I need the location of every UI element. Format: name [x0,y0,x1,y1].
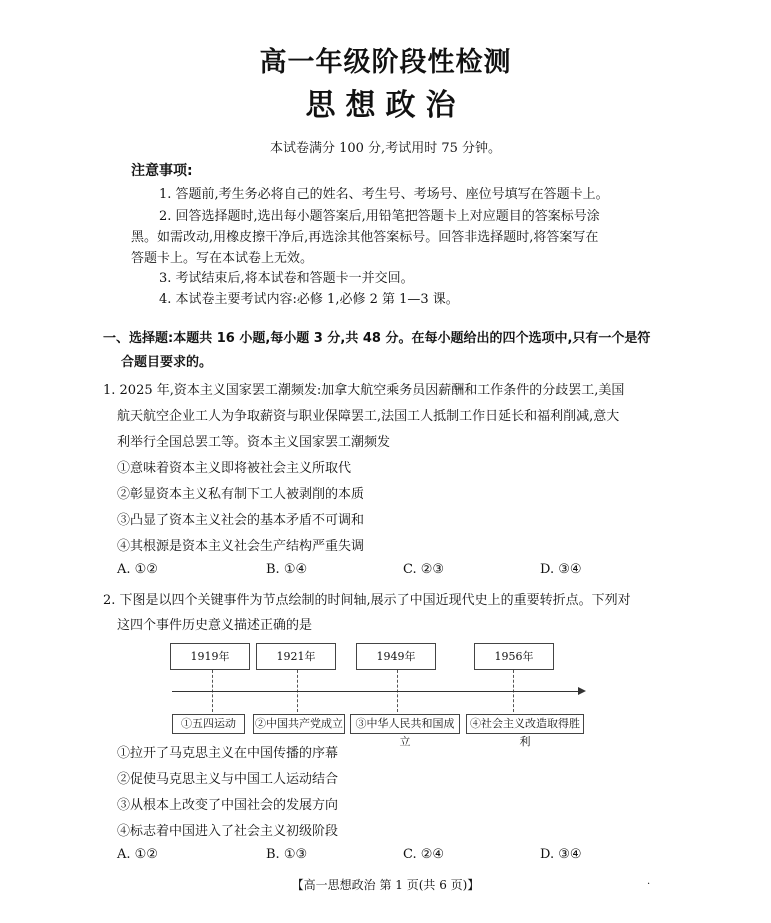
notes-heading: 注意事项: [131,163,193,179]
timeline-event: ②中国共产党成立 [253,714,345,734]
note-line: 答题卡上。写在本试卷上无效。 [131,251,314,266]
note-line: 2. 回答选择题时,选出每小题答案后,用铅笔把答题卡上对应题目的答案标号涂 [159,209,600,224]
timeline-year: 1956年 [474,643,554,670]
q2-choice-d: D. ③④ [540,847,582,862]
q2-choice-b: B. ①③ [266,847,308,862]
section-heading: 一、选择题:本题共 16 小题,每小题 3 分,共 48 分。在每小题给出的四个选项中,只有一个是符 [103,331,651,346]
q2-stem-line: 2. 下图是以四个关键事件为节点绘制的时间轴,展示了中国近现代史上的重要转折点。下列对 [103,593,631,608]
q1-item: ①意味着资本主义即将被社会主义所取代 [117,461,352,476]
timeline-year: 1949年 [356,643,436,670]
q1-choice-c: C. ②③ [403,562,445,577]
exam-info: 本试卷满分 100 分,考试用时 75 分钟。 [269,141,502,156]
note-line: 3. 考试结束后,将本试卷和答题卡一并交回。 [159,271,414,286]
timeline-event: ④社会主义改造取得胜利 [466,714,584,734]
q2-item: ④标志着中国进入了社会主义初级阶段 [117,824,339,839]
note-line: 黑。如需改动,用橡皮擦干净后,再选涂其他答案标号。回答非选择题时,将答案写在 [131,230,599,245]
timeline-year: 1921年 [256,643,336,670]
timeline-arrow-icon [578,687,586,695]
note-line: 1. 答题前,考生务必将自己的姓名、考生号、考场号、座位号填写在答题卡上。 [159,187,609,202]
q1-choice-a: A. ①② [117,562,158,577]
q2-choice-a: A. ①② [117,847,158,862]
q2-stem-line: 这四个事件历史意义描述正确的是 [117,618,313,633]
q1-choice-b: B. ①④ [266,562,308,577]
q1-stem-line: 航天航空企业工人为争取薪资与职业保障罢工,法国工人抵制工作日延长和福利削减,意大 [117,409,620,424]
q2-item: ①拉开了马克思主义在中国传播的序幕 [117,746,339,761]
q1-stem-line: 1. 2025 年,资本主义国家罢工潮频发:加拿大航空乘务员因薪酬和工作条件的分歧罢工,美国 [103,383,625,398]
q2-choice-c: C. ②④ [403,847,445,862]
q1-stem-line: 利举行全国总罢工等。资本主义国家罢工潮频发 [117,435,391,450]
q1-item: ②彰显资本主义私有制下工人被剥削的本质 [117,487,365,502]
q1-item: ③凸显了资本主义社会的基本矛盾不可调和 [117,513,365,528]
section-heading-cont: 合题目要求的。 [121,355,213,370]
page-footer: 【高一思想政治 第 1 页(共 6 页)】 [291,878,480,892]
q2-item: ③从根本上改变了中国社会的发展方向 [117,798,339,813]
corner-mark: . [647,876,651,887]
timeline-axis [172,691,580,692]
subject-title: 思想政治 [305,88,466,123]
timeline-year: 1919年 [170,643,250,670]
q1-choice-d: D. ③④ [540,562,582,577]
exam-title: 高一年级阶段性检测 [259,47,512,78]
q1-item: ④其根源是资本主义社会生产结构严重失调 [117,539,365,554]
timeline-event: ①五四运动 [172,714,245,734]
timeline-event: ③中华人民共和国成立 [350,714,460,734]
note-line: 4. 本试卷主要考试内容:必修 1,必修 2 第 1—3 课。 [159,292,459,307]
q2-item: ②促使马克思主义与中国工人运动结合 [117,772,339,787]
